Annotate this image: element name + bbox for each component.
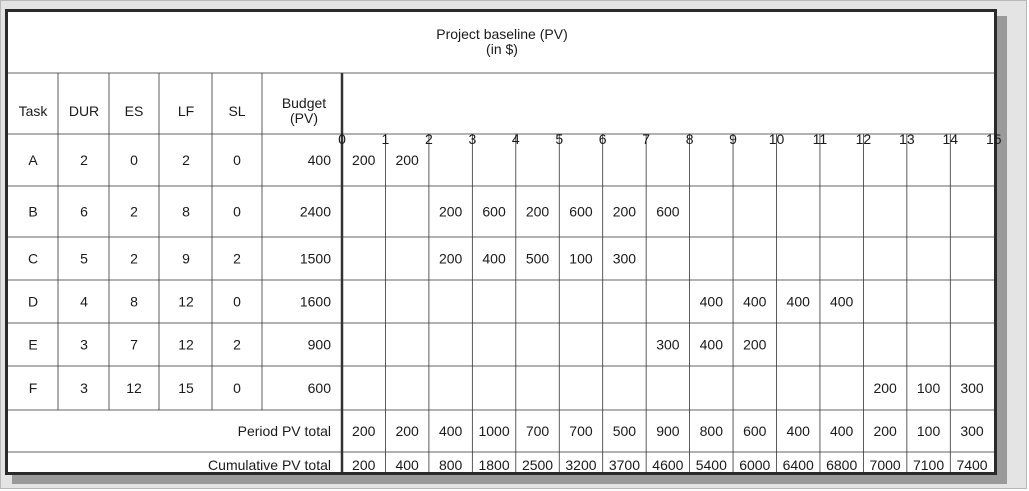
task-lf-cell: 2 [182,152,190,168]
cumulative-total-cell: 6800 [826,457,858,473]
pv-cell: 200 [612,203,637,220]
cumulative-total-cell: 400 [395,457,419,473]
task-dur-cell: 5 [80,250,88,267]
task-sl-cell: 0 [233,293,241,310]
task-budget-cell: 1500 [299,250,331,267]
period-total-cell: 800 [699,423,724,439]
time-tick-label: 4 [511,131,520,147]
pv-cell: 400 [482,250,506,267]
cumulative-total-cell: 200 [352,457,376,473]
task-es-cell: 0 [130,152,138,168]
task-sl-cell: 2 [233,336,241,353]
time-tick-label: 12 [855,131,872,147]
period-total-cell: 400 [829,423,854,439]
time-tick-label: 1 [381,131,390,147]
baseline-table-panel [5,9,1002,475]
task-dur-cell: 6 [80,203,88,220]
pv-cell: 200 [743,336,767,353]
pv-cell: 300 [656,336,680,353]
task-budget-cell: 2400 [299,203,331,220]
task-task-cell: E [28,336,38,353]
period-total-cell: 100 [916,423,941,439]
task-budget-cell: 600 [307,380,331,396]
pv-cell: 500 [525,250,550,267]
pv-cell: 400 [699,336,724,353]
cumulative-total-cell: 7000 [869,457,901,473]
task-sl-cell: 0 [233,380,241,396]
time-tick-label: 0 [338,131,346,147]
period-total-cell: 400 [438,423,463,439]
period-total-cell: 500 [612,423,637,439]
pv-cell: 400 [743,293,767,310]
cumulative-total-cell: 7100 [912,457,945,473]
col-header-task: Task [18,103,48,119]
table-grid-lines [8,73,994,472]
task-lf-cell: 12 [178,293,194,310]
cumulative-total-cell: 1800 [478,457,510,473]
baseline-table [8,12,1002,473]
period-total-cell: 700 [569,423,593,439]
task-sl-cell: 2 [233,250,241,267]
task-task-cell: D [27,293,39,310]
cumulative-total-cell: 4600 [652,457,684,473]
pv-cell: 400 [786,293,810,310]
col-header-dur: DUR [68,103,100,119]
task-es-cell: 2 [130,203,138,220]
pv-cell: 600 [569,203,593,220]
time-tick-label: 8 [685,131,694,147]
time-tick-label: 5 [555,131,564,147]
pv-cell: 100 [916,380,941,396]
task-dur-cell: 3 [80,336,88,353]
table-title-line1: Project baseline (PV) [436,26,568,42]
pv-cell: 200 [438,250,463,267]
task-es-cell: 7 [130,336,138,353]
time-tick-label: 14 [942,131,959,147]
task-dur-cell: 2 [80,152,88,168]
task-task-cell: A [28,152,38,168]
period-total-cell: 1000 [478,423,510,439]
task-es-cell: 2 [130,250,138,267]
task-lf-cell: 15 [178,380,194,396]
table-body [28,152,988,473]
cumulative-total-cell: 2500 [521,457,554,473]
pv-cell: 200 [395,152,419,168]
time-tick-label: 9 [729,131,737,147]
col-header-budget-line2: (PV) [290,110,318,126]
task-dur-cell: 3 [80,380,88,396]
pv-cell: 600 [482,203,506,220]
task-sl-cell: 0 [233,152,241,168]
cumulative-total-label: Cumulative PV total [208,457,331,473]
task-es-cell: 8 [130,293,138,310]
cumulative-total-cell: 3200 [565,457,597,473]
time-tick-label: 10 [768,131,785,147]
table-title-line2: (in $) [486,41,518,57]
period-total-label: Period PV total [237,423,331,439]
task-budget-cell: 900 [307,336,331,353]
period-total-cell: 200 [395,423,419,439]
task-task-cell: B [28,203,38,220]
task-task-cell: C [27,250,39,267]
col-header-budget-line1: Budget [281,95,327,111]
col-header-lf: LF [177,103,195,119]
time-tick-label: 2 [425,131,433,147]
pv-cell: 200 [873,380,897,396]
pv-cell: 100 [569,250,593,267]
pv-cell: 200 [438,203,463,220]
task-budget-cell: 1600 [299,293,331,310]
time-tick-label: 11 [812,131,828,147]
cumulative-total-cell: 6400 [782,457,814,473]
time-tick-label: 6 [598,131,607,147]
task-es-cell: 12 [126,380,142,396]
period-total-cell: 200 [873,423,897,439]
pv-cell: 200 [352,152,376,168]
time-tick-label: 15 [985,131,1002,147]
period-total-cell: 600 [743,423,767,439]
col-header-sl: SL [228,103,246,119]
time-tick-label: 3 [468,131,477,147]
cumulative-total-cell: 7400 [956,457,988,473]
period-total-cell: 700 [525,423,550,439]
task-lf-cell: 9 [182,250,190,267]
task-lf-cell: 8 [182,203,190,220]
pv-cell: 400 [829,293,854,310]
task-budget-cell: 400 [307,152,331,168]
pv-cell: 400 [699,293,724,310]
period-total-cell: 300 [960,423,984,439]
pv-cell: 200 [525,203,550,220]
task-sl-cell: 0 [233,203,241,220]
cumulative-total-cell: 5400 [695,457,727,473]
period-total-cell: 400 [786,423,810,439]
pv-cell: 300 [960,380,984,396]
pv-cell: 600 [656,203,680,220]
cumulative-total-cell: 6000 [739,457,771,473]
task-lf-cell: 12 [178,336,194,353]
col-header-es: ES [124,103,144,119]
cumulative-total-cell: 3700 [608,457,641,473]
cumulative-total-cell: 800 [438,457,463,473]
period-total-cell: 900 [656,423,680,439]
time-axis-ticks [338,131,1002,147]
task-dur-cell: 4 [80,293,88,310]
task-task-cell: F [28,380,38,396]
pv-cell: 300 [612,250,637,267]
period-total-cell: 200 [352,423,376,439]
time-tick-label: 13 [899,131,915,147]
time-tick-label: 7 [642,131,651,147]
